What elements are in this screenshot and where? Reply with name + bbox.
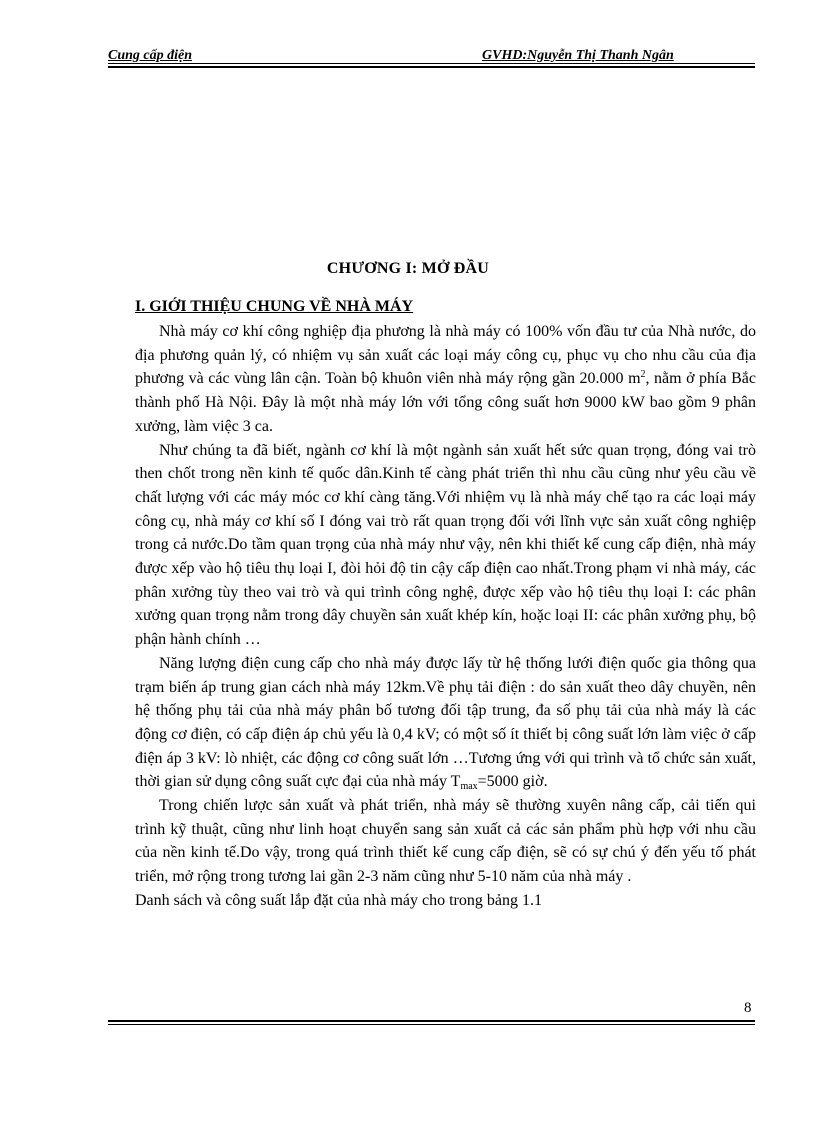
paragraph-2: Như chúng ta đã biết, ngành cơ khí là một ngành sản xuất hết sức quan trọng, đóng vai trò then chốt trong nền kinh tế quốc dân.Kinh tế càng phát triển thì nhu cầu cũng như yêu cầu về chất lượng với các máy móc cơ khí càng tăng.Với nhiệm vụ là nhà máy chế tạo ra các loại máy công cụ, nhà máy cơ khí số I đóng vai trò rất quan trọng đối với lĩnh vực sản xuất công nghiệp trong cả nước.Do tầm quan trọng của nhà máy như vậy, nên khi thiết kế cung cấp điện, nhà máy được xếp vào hộ tiêu thụ loại I, đòi hỏi độ tin cậy cấp điện cao nhất.Trong phạm vi nhà máy, các phân xưởng tùy theo vai trò và qui trình công nghệ, được xếp vào hộ tiêu thụ loại I: các phân xưởng quan trọng nằm trong dây chuyền sản xuất khép kín, hoặc loại II: các phân xưởng phụ, bộ phận hành chính … <box>135 441 756 649</box>
header-rule-double <box>108 66 755 68</box>
paragraph-1-text-a: Nhà máy cơ khí công nghiệp địa phương là nhà máy có 100% vốn đầu tư của Nhà nước, do địa phương quản lý, có nhiệm vụ sản xuất các loại máy công cụ, phục vụ cho nhu cầu của địa phương và các vùng lân cận. Toàn bộ khuôn viên nhà máy rộng gần 20.000 m <box>135 323 756 388</box>
paragraph-4: Trong chiến lược sản xuất và phát triển, nhà máy sẽ thường xuyên nâng cấp, cải tiến qui trình kỹ thuật, cũng như linh hoạt chuyển sang sản xuất cả các sản phẩm phù hợp với nhu cầu của nền kinh tế.Do vậy, trong quá trình thiết kế cung cấp điện, sẽ có sự chú ý đến yếu tố phát triển, mở rộng trong tương lai gần 2-3 năm cũng như 5-10 năm của nhà máy . <box>135 797 756 886</box>
page-number: 8 <box>744 1000 752 1016</box>
paragraph-1-text-b: , nằm ở phía Bắc thành phố Hà Nội. Đây là một nhà máy lớn với tổng công suất hơn 9000 kW bao gồm 9 phân xưởng, làm việc 3 ca. <box>135 370 756 435</box>
paragraph-5: Danh sách và công suất lắp đặt của nhà máy cho trong bảng 1.1 <box>135 891 542 909</box>
footer-rule <box>108 1024 755 1025</box>
area-unit-superscript: 2 <box>640 369 646 381</box>
header-subject: Cung cấp điện <box>108 48 193 63</box>
paragraph-1 <box>135 320 756 439</box>
body-text <box>135 320 756 913</box>
paragraph-3 <box>135 652 756 794</box>
section-title: I. GIỚI THIỆU CHUNG VỀ NHÀ MÁY <box>135 298 414 315</box>
tmax-subscript: max <box>460 781 478 793</box>
header-advisor: GVHD:Nguyễn Thị Thanh Ngân <box>482 48 674 63</box>
footer-rule-double <box>108 1020 755 1022</box>
header-rule <box>108 63 755 64</box>
paragraph-3-text-a: Năng lượng điện cung cấp cho nhà máy được lấy từ hệ thống lưới điện quốc gia thông qua trạm biến áp trung gian cách nhà máy 12km.Về phụ tải điện : do sản xuất theo dây chuyền, nên hệ thống phụ tải của nhà máy phân bố tương đối tập trung, đa số phụ tải của nhà máy là các động cơ điện, có cấp điện áp chủ yếu là 0,4 kV; có một số ít thiết bị công suất lớn làm việc ở cấp điện áp 3 kV: lò nhiệt, các động cơ công suất lớn …Tương ứng với qui trình và tổ chức sản xuất, thời gian sử dụng công suất cực đại của nhà máy T <box>135 654 756 791</box>
paragraph-3-text-b: =5000 giờ. <box>477 773 548 791</box>
chapter-title: CHƯƠNG I: MỞ ĐẦU <box>326 260 490 277</box>
